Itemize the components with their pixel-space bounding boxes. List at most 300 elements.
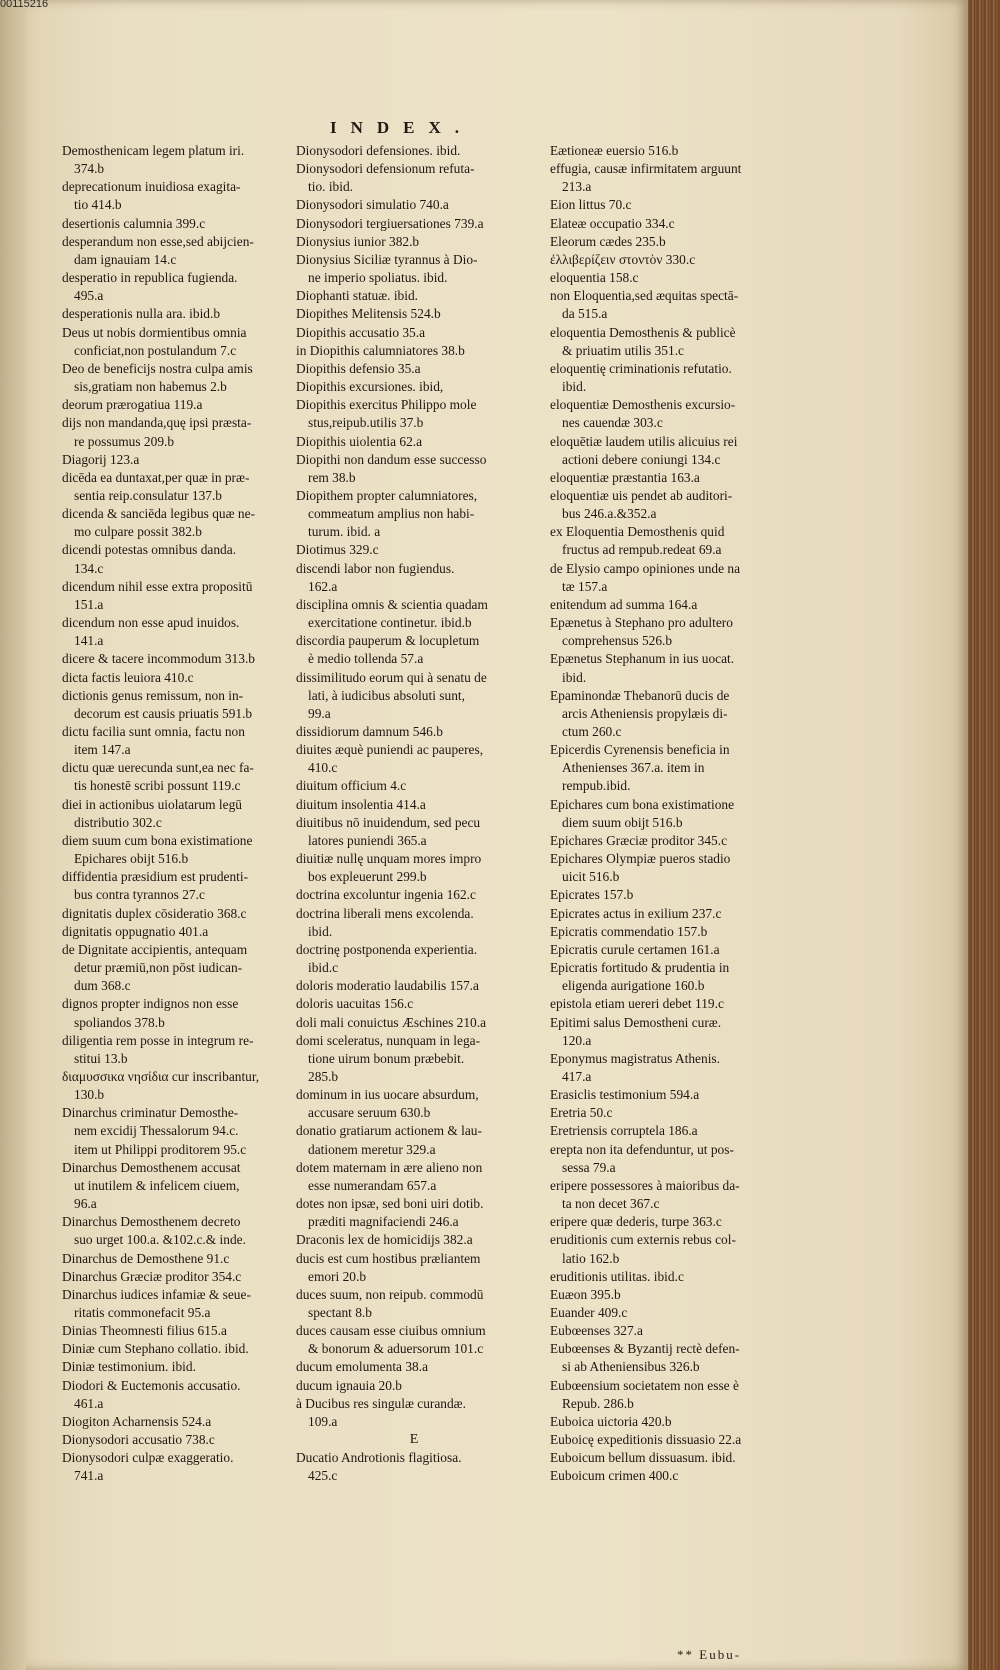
index-entry-line: Dinarchus criminatur Demosthe- [62, 1105, 239, 1121]
index-entry-line: doctrina liberali mens excolenda. [296, 905, 474, 921]
index-entry-line: eloquentia Demosthenis & publicè [550, 324, 736, 340]
index-entry [550, 487, 786, 523]
index-entry [296, 396, 532, 432]
index-entry-line: item ut Philippi proditorem 95.c [74, 1141, 247, 1157]
book-edge [968, 0, 1000, 1670]
index-entry-line: Eubœenses & Byzantij rectè defen- [550, 1341, 740, 1357]
index-entry [62, 1358, 298, 1376]
index-entry [296, 977, 532, 995]
index-entry-line: tis honestē scribi possunt 119.c [74, 778, 241, 794]
index-entry-line: Dinarchus Demosthenem accusat [62, 1159, 241, 1175]
index-entry-line: bos expleuerunt 299.b [308, 869, 427, 885]
index-entry-line: & bonorum & aduersorum 101.c [308, 1341, 484, 1357]
index-entry-line: Eætioneæ euersio 516.b [550, 143, 679, 158]
index-entry [62, 614, 298, 650]
index-entry [62, 995, 298, 1031]
index-entry [62, 669, 298, 687]
index-entry [62, 1159, 298, 1213]
index-entry [62, 1431, 298, 1449]
index-entry-line: Diniæ testimonium. ibid. [62, 1359, 196, 1375]
page-heading: INDEX. [330, 118, 474, 137]
index-column-1 [62, 142, 298, 1486]
index-entry-line: commeatum amplius non habi- [308, 506, 475, 522]
index-entry-line: de Elysio campo opiniones unde na [550, 560, 741, 576]
index-entry [550, 1377, 786, 1413]
index-entry-line: diuites æquè puniendi ac pauperes, [296, 742, 484, 758]
index-entry [550, 1467, 786, 1485]
index-entry-line: Epichares cum bona existimatione [550, 796, 735, 812]
index-entry [62, 905, 298, 923]
index-entry-line: dictu quæ uerecunda sunt,ea nec fa- [62, 760, 254, 776]
index-entry [550, 1286, 786, 1304]
index-entry-line: 461.a [74, 1395, 104, 1411]
index-entry [550, 1177, 786, 1213]
index-entry-line: 741.a [74, 1468, 104, 1484]
index-entry-line: item 147.a [74, 742, 131, 758]
index-entry-line: dignitatis duplex cōsideratio 368.c [62, 905, 247, 921]
index-entry [550, 1086, 786, 1104]
index-entry-line: detur præmiū,non pōst iudican- [74, 960, 243, 976]
index-entry [550, 160, 786, 196]
index-entry-line: Dinarchus iudices infamiæ & seue- [62, 1286, 251, 1302]
index-entry-line: comprehensus 526.b [562, 633, 673, 649]
index-entry [62, 650, 298, 668]
index-entry-line: rempub.ibid. [562, 778, 631, 794]
index-entry-line: ex Eloquentia Demosthenis quid [550, 524, 725, 540]
index-entry [550, 360, 786, 396]
index-entry [550, 650, 786, 686]
index-entry-line: ne imperio spoliatus. ibid. [308, 270, 448, 286]
index-entry-line: dotem maternam in ære alieno non [296, 1159, 483, 1175]
index-entry [296, 905, 532, 941]
index-entry-line: turum. ibid. a [308, 524, 381, 540]
index-entry-line: stus,reipub.utilis 37.b [308, 415, 424, 431]
index-entry-line: Epicrates actus in exilium 237.c [550, 905, 722, 921]
index-entry [550, 832, 786, 850]
index-entry [62, 1268, 298, 1286]
index-entry-line: διαμυσσικα νησίδια cur inscribantur, [62, 1068, 260, 1084]
index-entry [550, 995, 786, 1013]
index-entry-line: ibid. [562, 379, 587, 395]
index-entry-line: dum 368.c [74, 978, 131, 994]
index-entry-line: da 515.a [562, 306, 608, 322]
index-entry [296, 796, 532, 814]
index-entry-line: dignitatis oppugnatio 401.a [62, 923, 209, 939]
index-entry-line: Euboicum crimen 400.c [550, 1468, 679, 1484]
index-entry-line: è medio tollenda 57.a [308, 651, 424, 667]
index-entry [550, 596, 786, 614]
index-entry [62, 1377, 298, 1413]
index-entry [62, 1322, 298, 1340]
index-entry-line: latio 162.b [562, 1250, 620, 1266]
index-entry-line: discendi labor non fugiendus. [296, 560, 455, 576]
index-entry [62, 360, 298, 396]
index-entry-line: diem suum cum bona existimatione [62, 832, 253, 848]
index-entry-line: 285.b [308, 1068, 339, 1084]
index-entry [296, 1014, 532, 1032]
index-entry [296, 142, 532, 160]
index-entry-line: Dinias Theomnesti filius 615.a [62, 1323, 227, 1339]
index-entry-line: deorum prærogatiua 119.a [62, 397, 203, 413]
index-entry-line: Dionysodori accusatio 738.c [62, 1432, 215, 1448]
index-entry [62, 142, 298, 178]
index-entry-line: dicendi potestas omnibus danda. [62, 542, 237, 558]
index-entry-line: disciplina omnis & scientia quadam [296, 596, 488, 612]
index-entry-line: eloquentia 158.c [550, 270, 639, 286]
index-entry-line: doli mali conuictus Æschines 210.a [296, 1014, 487, 1030]
index-entry [550, 1322, 786, 1340]
index-entry-line: 134.c [74, 560, 104, 576]
index-entry-line: dictionis genus remissum, non in- [62, 687, 244, 703]
index-entry [550, 287, 786, 323]
index-entry [550, 1104, 786, 1122]
index-entry [296, 560, 532, 596]
index-entry-line: Dionysius Siciliæ tyrannus à Dio- [296, 251, 478, 267]
index-entry-line: Dinarchus de Demosthene 91.c [62, 1250, 230, 1266]
index-entry [296, 1250, 532, 1286]
index-entry [62, 305, 298, 323]
index-entry-line: dicēda ea duntaxat,per quæ in præ- [62, 469, 250, 485]
catalog-stamp: 00115216 [0, 0, 49, 10]
index-entry-line: 109.a [308, 1413, 338, 1429]
index-entry-line: si ab Atheniensibus 326.b [562, 1359, 700, 1375]
index-entry [62, 215, 298, 233]
index-entry-line: 213.a [562, 179, 592, 195]
index-entry-line: 425.c [308, 1468, 338, 1484]
index-entry-line: diem suum obijt 516.b [562, 814, 683, 830]
index-entry-line: Euboica uictoria 420.b [550, 1413, 672, 1429]
index-entry [296, 995, 532, 1013]
index-entry-line: dominum in ius uocare absurdum, [296, 1087, 479, 1103]
index-entry-line: latores puniendi 365.a [308, 832, 427, 848]
index-entry-line: uicit 516.b [562, 869, 620, 885]
index-entry [296, 433, 532, 451]
index-entry-line: Diopithis defensio 35.a [296, 360, 421, 376]
index-entry [62, 1449, 298, 1485]
index-entry-line: doloris moderatio laudabilis 157.a [296, 978, 479, 994]
index-entry-line: ctum 260.c [562, 724, 622, 739]
index-entry-line: 99.a [308, 705, 331, 721]
index-entry-line: dotes non ipsæ, sed boni uiri dotib. [296, 1196, 484, 1212]
index-entry-line: in Diopithis calumniatores 38.b [296, 342, 465, 358]
index-entry-line: Eubœenses 327.a [550, 1323, 643, 1339]
index-entry-line: Epicratis fortitudo & prudentia in [550, 960, 730, 976]
index-entry-line: Euæon 395.b [550, 1286, 621, 1302]
index-entry [62, 178, 298, 214]
index-entry-line: doctrina excoluntur ingenia 162.c [296, 887, 476, 903]
index-entry-line: desperandum non esse,sed abijcien- [62, 233, 254, 249]
index-entry-line: Diopithis exercitus Philippo mole [296, 397, 477, 413]
index-entry-line: dictu facilia sunt omnia, factu non [62, 724, 245, 739]
index-entry-line: erepta non ita defenduntur, ut pos- [550, 1141, 734, 1157]
index-entry-line: ibid. [308, 923, 333, 939]
index-entry-line: mo culpare possit 382.b [74, 524, 202, 540]
index-entry-line: Euboicę expeditionis dissuasio 22.a [550, 1432, 742, 1448]
index-entry-line: Dionysodori defensionum refuta- [296, 161, 475, 177]
index-entry-line: Dionysodori defensiones. ibid. [296, 143, 461, 158]
index-entry-line: ἐλλιβερίζειν στοντὸν 330.c [550, 251, 696, 267]
index-entry-line: Diopithis uiolentia 62.a [296, 433, 423, 449]
index-entry-line: Diodori & Euctemonis accusatio. [62, 1377, 241, 1393]
index-entry-line: dicere & tacere incommodum 313.b [62, 651, 255, 667]
index-entry [550, 560, 786, 596]
index-entry [550, 324, 786, 360]
index-entry [62, 941, 298, 995]
index-entry [296, 814, 532, 850]
index-entry [296, 1395, 532, 1431]
index-entry [550, 614, 786, 650]
index-entry-line: Diniæ cum Stephano collatio. ibid. [62, 1341, 249, 1357]
index-entry [62, 324, 298, 360]
index-column-3 [550, 142, 786, 1486]
index-entry-line: dam ignauiam 14.c [74, 251, 177, 267]
index-entry-line: actioni debere coniungi 134.c [562, 451, 721, 467]
index-entry-line: Epicratis curule certamen 161.a [550, 941, 720, 957]
index-entry-line: Dionysius iunior 382.b [296, 233, 420, 249]
index-entry-line: eripere possessores à maioribus da- [550, 1177, 740, 1193]
index-entry-line: tæ 157.a [562, 578, 608, 594]
index-entry [296, 1286, 532, 1322]
index-entry-line: Eion littus 70.c [550, 197, 632, 213]
index-entry [296, 669, 532, 723]
index-entry [550, 269, 786, 287]
index-entry-line: Deo de beneficijs nostra culpa amis [62, 360, 253, 376]
index-entry-line: eloquentiæ Demosthenis excursio- [550, 397, 736, 413]
index-entry-line: Dinarchus Demosthenem decreto [62, 1214, 241, 1230]
index-entry-line: Diopithis excursiones. ibid, [296, 379, 444, 395]
index-entry-line: dicendum nihil esse extra propositū [62, 578, 253, 594]
index-entry [550, 1141, 786, 1177]
index-entry-line: arcis Atheniensis propylæis di- [562, 705, 728, 721]
index-entry [550, 959, 786, 995]
index-entry-line: 141.a [74, 633, 104, 649]
index-entry-line: Draconis lex de homicidijs 382.a [296, 1232, 473, 1248]
index-entry [550, 1050, 786, 1086]
index-entry [62, 1340, 298, 1358]
index-entry [62, 578, 298, 614]
index-entry-line: dignos propter indignos non esse [62, 996, 239, 1012]
index-entry-line: suo urget 100.a. &102.c.& inde. [74, 1232, 246, 1248]
index-entry-line: dissimilitudo eorum qui à senatu de [296, 669, 487, 685]
index-entry [550, 523, 786, 559]
index-entry-line: non Eloquentia,sed æquitas spectā- [550, 288, 739, 304]
index-entry [550, 251, 786, 269]
index-entry-line: Epænetus à Stephano pro adultero [550, 615, 733, 631]
index-entry [62, 1104, 298, 1158]
index-entry-line: exercitatione continetur. ibid.b [308, 615, 472, 631]
index-entry-line: Epænetus Stephanum in ius uocat. [550, 651, 735, 667]
index-entry-line: diffidentia præsidium est prudenti- [62, 869, 249, 885]
index-entry [550, 1231, 786, 1267]
index-entry-line: sis,gratiam non habemus 2.b [74, 379, 227, 395]
index-entry-line: ibid.c [308, 960, 339, 976]
index-entry [62, 1286, 298, 1322]
index-entry [296, 451, 532, 487]
index-entry [62, 687, 298, 723]
index-entry-line: nes cauendæ 303.c [562, 415, 663, 431]
index-entry [550, 1014, 786, 1050]
index-entry-line: desperatio in republica fugienda. [62, 270, 238, 286]
index-entry [550, 1122, 786, 1140]
index-entry-line: re possumus 209.b [74, 433, 175, 449]
index-entry [62, 505, 298, 541]
index-entry-line: eruditionis cum externis rebus col- [550, 1232, 736, 1248]
index-entry-line: Diopithem propter calumniatores, [296, 487, 478, 503]
index-entry-line: 96.a [74, 1196, 97, 1212]
index-entry-line: ut inutilem & infelicem ciuem, [74, 1177, 240, 1193]
index-entry-line: Diagorij 123.a [62, 451, 140, 467]
index-entry-line: discordia pauperum & locupletum [296, 633, 480, 649]
index-entry-line: desertionis calumnia 399.c [62, 215, 206, 231]
index-entry-line: Epichares obijt 516.b [74, 851, 189, 867]
index-entry-line: Epaminondæ Thebanorū ducis de [550, 687, 730, 703]
index-entry [296, 160, 532, 196]
index-entry [296, 1159, 532, 1195]
index-entry-line: diligentia rem posse in integrum re- [62, 1032, 254, 1048]
index-entry [62, 832, 298, 868]
index-entry-line: Dinarchus Græciæ proditor 354.c [62, 1268, 242, 1284]
index-entry-line: dicenda & sanciēda legibus quæ ne- [62, 506, 255, 522]
index-entry [296, 378, 532, 396]
index-entry [296, 233, 532, 251]
index-entry-line: Epicratis commendatio 157.b [550, 923, 708, 939]
index-entry-line: dicendum non esse apud inuidos. [62, 615, 240, 631]
index-entry [550, 1431, 786, 1449]
index-entry [550, 1449, 786, 1467]
index-entry-line: Eretria 50.c [550, 1105, 613, 1121]
index-entry-line: effugia, causæ infirmitatem arguunt [550, 161, 742, 177]
index-entry [550, 1340, 786, 1376]
previous-page-gutter [0, 0, 49, 1670]
index-entry-line: à Ducibus res singulæ curandæ. [296, 1395, 466, 1411]
index-entry [550, 433, 786, 469]
index-entry [550, 923, 786, 941]
index-entry-line: Euander 409.c [550, 1305, 628, 1320]
index-entry-line: tio. ibid. [308, 179, 354, 195]
index-entry-line: sentia reip.consulatur 137.b [74, 487, 223, 503]
index-entry-line: 120.a [562, 1032, 592, 1048]
index-entry-line: dijs non mandanda,quę ipsi præsta- [62, 415, 252, 431]
index-entry-line: rem 38.b [308, 469, 356, 485]
index-entry [62, 414, 298, 450]
index-entry-line: accusare seruum 630.b [308, 1105, 431, 1121]
index-entry [296, 1195, 532, 1231]
index-entry [296, 1086, 532, 1122]
index-entry [550, 850, 786, 886]
index-entry-line: epistola etiam uereri debet 119.c [550, 996, 724, 1012]
index-entry-line: 151.a [74, 596, 104, 612]
index-entry-line: dationem meretur 329.a [308, 1141, 436, 1157]
index-entry-line: bus contra tyrannos 27.c [74, 887, 205, 903]
index-entry [550, 196, 786, 214]
index-entry [296, 1032, 532, 1086]
index-entry [62, 759, 298, 795]
index-entry [550, 233, 786, 251]
index-entry-line: ritatis commonefacit 95.a [74, 1305, 211, 1320]
index-entry-line: Ducatio Androtionis flagitiosa. [296, 1450, 462, 1466]
index-column-2 [296, 142, 532, 1486]
index-entry-line: 130.b [74, 1087, 105, 1103]
index-entry-line: Demosthenicam legem platum iri. [62, 143, 245, 158]
index-entry-line: bus 246.a.&352.a [562, 506, 657, 522]
index-entry-line: Diophanti statuæ. ibid. [296, 288, 418, 304]
index-entry [296, 1377, 532, 1395]
index-entry-line: decorum est causis priuatis 591.b [74, 705, 253, 721]
index-entry-line: Athenienses 367.a. item in [562, 760, 705, 776]
index-entry-line: domi sceleratus, nunquam in lega- [296, 1032, 481, 1048]
index-entry [296, 360, 532, 378]
index-entry [296, 305, 532, 323]
index-entry [296, 632, 532, 668]
index-entry [62, 868, 298, 904]
index-entry-line: diuitiæ nullę unquam mores impro [296, 851, 482, 867]
index-entry [550, 905, 786, 923]
index-entry [550, 396, 786, 432]
index-entry [296, 941, 532, 977]
index-entry-line: deprecationum inuidiosa exagita- [62, 179, 241, 195]
index-entry-line: dicta factis leuiora 410.c [62, 669, 194, 685]
index-entry [296, 1358, 532, 1376]
index-entry [62, 1250, 298, 1268]
index-entry [550, 1268, 786, 1286]
index-entry-line: 495.a [74, 288, 104, 304]
index-entry-line: eloquentiæ præstantia 163.a [550, 469, 700, 485]
index-entry [62, 1032, 298, 1068]
index-entry-line: Elateæ occupatio 334.c [550, 215, 675, 231]
index-entry [296, 1122, 532, 1158]
index-entry [296, 777, 532, 795]
index-entry-line: Dionysodori culpæ exaggeratio. [62, 1450, 234, 1466]
index-entry-line: 410.c [308, 760, 338, 776]
index-entry-line: Eleorum cædes 235.b [550, 233, 666, 249]
index-entry-line: fructus ad rempub.redeat 69.a [562, 542, 722, 558]
index-entry-line: spoliandos 378.b [74, 1014, 165, 1030]
index-entry-line: ibid. [562, 669, 587, 685]
index-entry [296, 723, 532, 741]
index-entry-line: enitendum ad summa 164.a [550, 596, 698, 612]
index-entry-line: conficiat,non postulandum 7.c [74, 342, 237, 358]
index-entry-line: Epichares Græciæ proditor 345.c [550, 832, 728, 848]
index-entry-line: doctrinę postponenda experientia. [296, 941, 478, 957]
index-entry-line: spectant 8.b [308, 1305, 372, 1320]
index-entry [296, 324, 532, 342]
index-entry [296, 287, 532, 305]
index-entry-line: 162.a [308, 578, 338, 594]
index-entry [62, 541, 298, 577]
index-entry-line: donatio gratiarum actionem & lau- [296, 1123, 482, 1139]
index-entry-line: distributio 302.c [74, 814, 162, 830]
index-entry [62, 1213, 298, 1249]
index-entry-line: diuitum insolentia 414.a [296, 796, 426, 812]
index-entry [550, 1304, 786, 1322]
index-entry [62, 1413, 298, 1431]
index-entry-line: & priuatim utilis 351.c [562, 342, 684, 358]
index-entry [296, 541, 532, 559]
index-entry [296, 342, 532, 360]
index-entry [296, 1449, 532, 1485]
index-entry [296, 487, 532, 541]
index-entry [550, 741, 786, 795]
index-entry-line: eloquentię criminationis refutatio. [550, 360, 732, 376]
index-entry [550, 469, 786, 487]
index-entry [550, 687, 786, 741]
index-entry-line: eloquentiæ uis pendet ab auditori- [550, 487, 733, 503]
index-entry-line: Eponymus magistratus Athenis. [550, 1050, 720, 1066]
index-entry-line: esse numerandam 657.a [308, 1177, 437, 1193]
index-entry-line: Eubœensium societatem non esse è [550, 1377, 739, 1393]
index-entry [62, 396, 298, 414]
index-entry-line: diuitibus nō inuidendum, sed pecu [296, 814, 481, 830]
